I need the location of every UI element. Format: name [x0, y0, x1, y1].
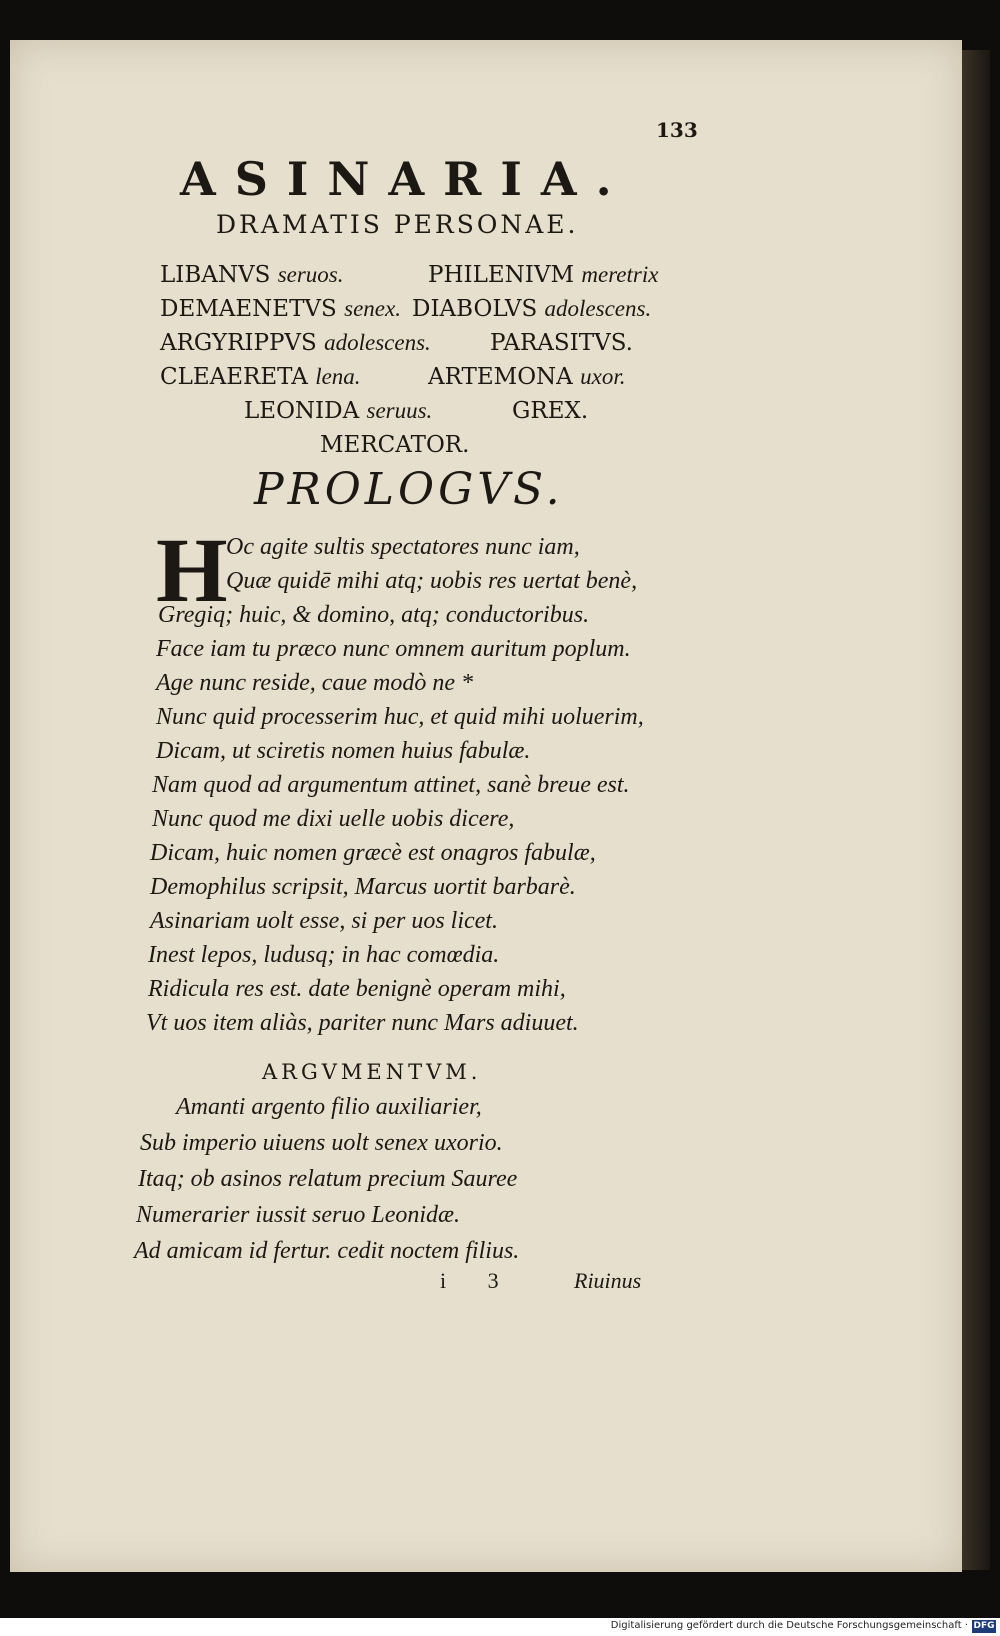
argument-line: Numerarier iussit seruo Leonidæ.: [136, 1202, 461, 1228]
verse-line: Face iam tu præco nunc omnem auritum poplum.: [156, 636, 631, 662]
argument-line: Itaq; ob asinos relatum precium Sauree: [138, 1166, 518, 1192]
verse-line: Demophilus scripsit, Marcus uortit barbarè.: [150, 874, 576, 900]
persona-leonida: LEONIDA seruus.: [244, 398, 433, 424]
verse-line: Quæ quidē mihi atq; uobis res uertat benè,: [226, 568, 638, 594]
argument-line: Sub imperio uiuens uolt senex uxorio.: [140, 1130, 503, 1156]
footer-credit: Digitalisierung gefördert durch die Deutsche Forschungsgemeinschaft ·: [610, 1620, 968, 1631]
argumentum-heading: ARGVMENTVM.: [262, 1060, 482, 1084]
prologus-heading: PROLOGVS.: [254, 464, 564, 515]
signature-mark: i 3: [440, 1268, 517, 1293]
verse-line: Oc agite sultis spectatores nunc iam,: [226, 534, 580, 560]
persona-demaenetus: DEMAENETVS senex.: [160, 296, 401, 322]
verse-line: Dicam, huic nomen græcè est onagros fabulæ,: [150, 840, 596, 866]
verse-line: Gregiq; huic, & domino, atq; conductoribus.: [158, 602, 590, 628]
persona-libanus: LIBANVS seruos.: [160, 262, 344, 288]
persona-grex: GREX.: [512, 398, 589, 424]
persona-cleaereta: CLEAERETA lena.: [160, 364, 361, 390]
persona-mercator: MERCATOR.: [320, 432, 470, 458]
persona-parasitus: PARASITVS.: [490, 330, 633, 356]
verse-line: Asinariam uolt esse, si per uos licet.: [150, 908, 498, 934]
verse-line: Dicam, ut sciretis nomen huius fabulæ.: [156, 738, 531, 764]
verse-line: Nunc quod me dixi uelle uobis dicere,: [152, 806, 515, 832]
page-number: 133: [656, 118, 698, 142]
persona-artemona: ARTEMONA uxor.: [428, 364, 626, 390]
dfg-logo: DFG: [973, 1621, 995, 1631]
verse-line: Vt uos item aliàs, pariter nunc Mars adiuuet.: [146, 1010, 579, 1036]
verse-line: Inest lepos, ludusq; in hac comœdia.: [148, 942, 500, 968]
catchword: Riuinus: [574, 1268, 642, 1293]
verse-line: Nunc quid processerim huc, et quid mihi uoluerim,: [156, 704, 644, 730]
argument-line: Amanti argento filio auxiliarier,: [176, 1094, 482, 1120]
verse-line: Ridicula res est. date benignè operam mihi,: [148, 976, 566, 1002]
page-edge: [962, 50, 990, 1570]
persona-argyrippus: ARGYRIPPVS adolescens.: [160, 330, 431, 356]
persona-philenium: PHILENIVM meretrix: [428, 262, 659, 288]
play-title: ASINARIA.: [180, 152, 631, 206]
verse-line: Nam quod ad argumentum attinet, sanè breue est.: [152, 772, 630, 798]
verse-line: Age nunc reside, caue modò ne *: [156, 670, 474, 696]
argument-line: Ad amicam id fertur. cedit noctem filius.: [134, 1238, 520, 1264]
dramatis-heading: DRAMATIS PERSONAE.: [216, 210, 579, 239]
persona-diabolus: DIABOLVS adolescens.: [412, 296, 652, 322]
drop-cap: H: [156, 519, 228, 621]
